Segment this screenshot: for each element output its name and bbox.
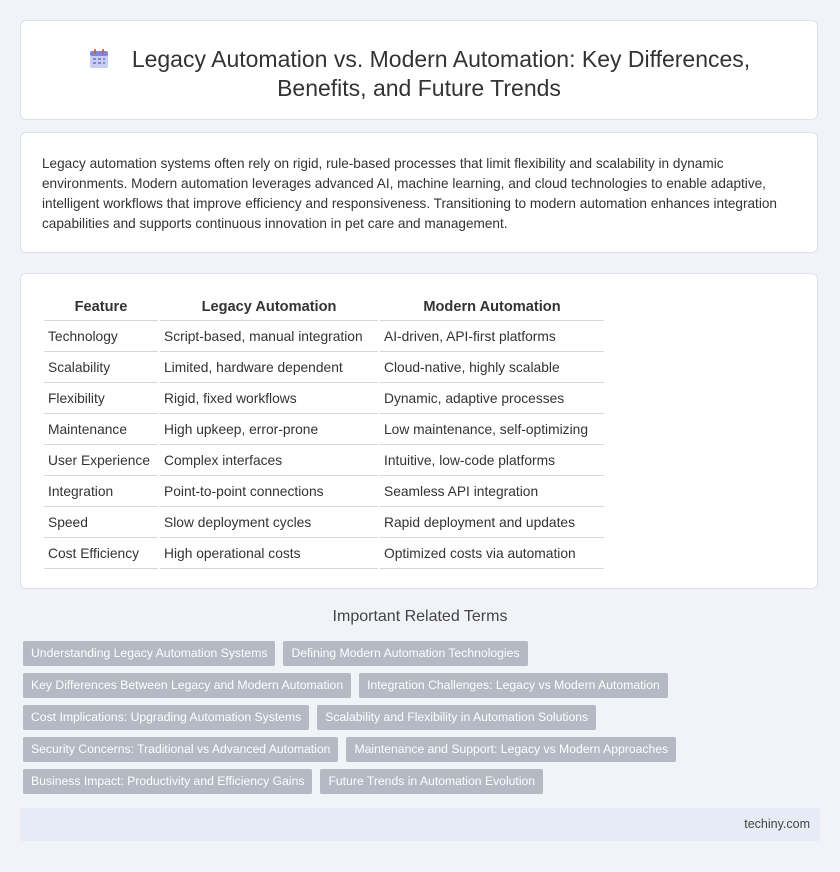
related-terms-heading: Important Related Terms [332, 608, 508, 625]
related-term-tag[interactable]: Integration Challenges: Legacy vs Modern Automation [359, 673, 668, 698]
tag-row [23, 673, 668, 697]
feature-cell: Maintenance [44, 414, 158, 445]
footer-site[interactable]: techiny.com [744, 817, 810, 831]
tag-row [23, 737, 676, 761]
header-legacy: Legacy Automation [160, 293, 378, 321]
comparison-table [42, 293, 606, 569]
feature-cell: Scalability [44, 352, 158, 383]
related-term-tag[interactable]: Cost Implications: Upgrading Automation Systems [23, 705, 309, 730]
table-row [44, 476, 604, 507]
related-term-tag[interactable]: Business Impact: Productivity and Efficiency Gains [23, 769, 312, 794]
feature-cell: Integration [44, 476, 158, 507]
related-term-tag[interactable]: Key Differences Between Legacy and Modern Automation [23, 673, 351, 698]
table-row [44, 383, 604, 414]
feature-cell: Cost Efficiency [44, 538, 158, 569]
table-row [44, 445, 604, 476]
table-header-row [44, 293, 604, 321]
table-row [44, 414, 604, 445]
legacy-cell: High operational costs [160, 538, 378, 569]
footer [20, 808, 820, 841]
related-term-tag[interactable]: Maintenance and Support: Legacy vs Modern Approaches [346, 737, 676, 762]
page-title [21, 45, 817, 103]
comparison-card [20, 273, 818, 589]
table-row [44, 538, 604, 569]
feature-cell: Speed [44, 507, 158, 538]
tag-row [23, 769, 543, 793]
intro-paragraph: Legacy automation systems often rely on rigid, rule-based processes that limit flexibility and scalability in dynamic environments. Modern automation leverages advanced AI, machine learning, and cloud technologies to enable adaptive, intelligent workflows that improve efficiency and responsiveness. Transitioning to modern automation enhances integration capabilities and supports continuous innovation in pet care and management. [42, 156, 777, 231]
header-modern: Modern Automation [380, 293, 604, 321]
header-feature: Feature [44, 293, 158, 321]
header-card [20, 20, 818, 120]
intro-card [20, 132, 818, 253]
legacy-cell: Slow deployment cycles [160, 507, 378, 538]
legacy-cell: Point-to-point connections [160, 476, 378, 507]
modern-cell: AI-driven, API-first platforms [380, 321, 604, 352]
feature-cell: User Experience [44, 445, 158, 476]
table-row [44, 352, 604, 383]
modern-cell: Intuitive, low-code platforms [380, 445, 604, 476]
modern-cell: Cloud-native, highly scalable [380, 352, 604, 383]
legacy-cell: High upkeep, error-prone [160, 414, 378, 445]
title-line-2: Benefits, and Future Trends [277, 75, 561, 101]
feature-cell: Technology [44, 321, 158, 352]
related-term-tag[interactable]: Defining Modern Automation Technologies [283, 641, 527, 666]
modern-cell: Rapid deployment and updates [380, 507, 604, 538]
legacy-cell: Script-based, manual integration [160, 321, 378, 352]
related-term-tag[interactable]: Security Concerns: Traditional vs Advanced Automation [23, 737, 338, 762]
table-row [44, 507, 604, 538]
table-row [44, 321, 604, 352]
tag-row [23, 641, 528, 665]
modern-cell: Dynamic, adaptive processes [380, 383, 604, 414]
related-term-tag[interactable]: Future Trends in Automation Evolution [320, 769, 543, 794]
modern-cell: Low maintenance, self-optimizing [380, 414, 604, 445]
related-term-tag[interactable]: Understanding Legacy Automation Systems [23, 641, 275, 666]
modern-cell: Seamless API integration [380, 476, 604, 507]
legacy-cell: Limited, hardware dependent [160, 352, 378, 383]
feature-cell: Flexibility [44, 383, 158, 414]
legacy-cell: Rigid, fixed workflows [160, 383, 378, 414]
calendar-icon [88, 48, 110, 70]
legacy-cell: Complex interfaces [160, 445, 378, 476]
related-term-tag[interactable]: Scalability and Flexibility in Automation Solutions [317, 705, 596, 730]
title-line-1: Legacy Automation vs. Modern Automation: Key Differences, [131, 46, 751, 72]
tag-row [23, 705, 596, 729]
modern-cell: Optimized costs via automation [380, 538, 604, 569]
